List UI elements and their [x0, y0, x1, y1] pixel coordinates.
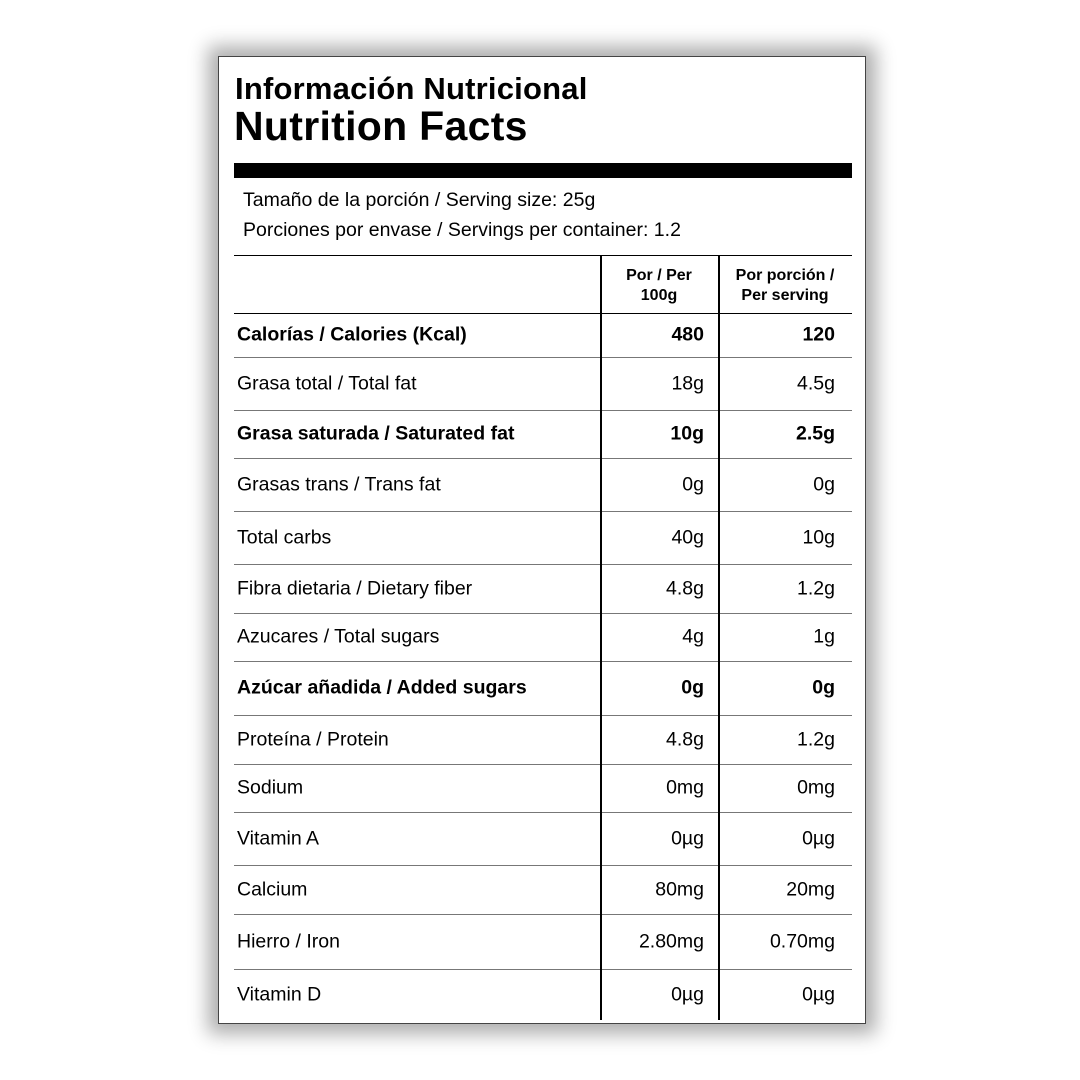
value-per-serving: 0g [812, 676, 835, 699]
nutrient-table [234, 255, 852, 1020]
column-header-per-serving-line1: Por porción / [735, 267, 835, 284]
title-english: Nutrition Facts [234, 103, 528, 149]
value-per-100g: 2.80mg [638, 930, 704, 952]
value-per-100g: 40g [671, 526, 704, 548]
table-row [234, 511, 852, 565]
nutrient-name: Calorías / Calories (Kcal) [237, 323, 467, 346]
value-per-100g: 0g [681, 676, 704, 699]
column-header-per-100g [600, 266, 718, 306]
nutrient-name: Azúcar añadida / Added sugars [237, 676, 527, 699]
nutrient-name: Hierro / Iron [237, 930, 340, 952]
nutrient-name: Sodium [237, 776, 304, 799]
table-row [234, 865, 852, 915]
table-row [234, 564, 852, 614]
value-per-serving: 1g [813, 625, 835, 648]
value-per-100g: 18g [671, 372, 704, 394]
nutrition-label [218, 56, 866, 1024]
servings-per-container: Porciones por envase / Servings per container: 1.2 [243, 219, 681, 241]
table-row [234, 764, 852, 813]
nutrient-name: Vitamin D [237, 983, 322, 1005]
value-per-serving: 1.2g [797, 577, 835, 599]
value-per-serving: 10g [802, 526, 835, 548]
value-per-serving: 0g [813, 473, 835, 495]
value-per-100g: 480 [671, 323, 704, 346]
value-per-serving: 0µg [802, 827, 835, 849]
table-row [234, 812, 852, 866]
nutrient-name: Grasa total / Total fat [237, 372, 417, 394]
table-row [234, 357, 852, 411]
nutrient-name: Fibra dietaria / Dietary fiber [237, 577, 473, 599]
value-per-100g: 80mg [655, 878, 704, 900]
value-per-serving: 2.5g [795, 422, 835, 445]
column-header-per-serving [718, 266, 852, 306]
table-row [234, 313, 852, 358]
column-header-per-100g-line2: 100g [640, 287, 678, 304]
table-row [234, 458, 852, 512]
value-per-100g: 4.8g [666, 728, 704, 750]
value-per-serving: 0µg [802, 983, 835, 1005]
value-per-100g: 0µg [671, 827, 704, 849]
value-per-100g: 0mg [666, 776, 704, 799]
value-per-100g: 4g [682, 625, 704, 648]
nutrient-name: Grasas trans / Trans fat [237, 473, 441, 495]
table-row [234, 914, 852, 970]
nutrient-name: Total carbs [237, 526, 332, 548]
value-per-serving: 4.5g [797, 372, 835, 394]
title-divider [234, 163, 852, 178]
value-per-serving: 20mg [786, 878, 835, 900]
table-row [234, 613, 852, 662]
table-header [234, 256, 852, 314]
column-divider-1 [600, 256, 602, 1020]
table-row [234, 661, 852, 716]
table-row [234, 969, 852, 1020]
value-per-100g: 0g [682, 473, 704, 495]
title-spanish: Información Nutricional [235, 71, 588, 106]
table-row [234, 715, 852, 765]
nutrient-name: Vitamin A [237, 827, 320, 849]
table-row [234, 410, 852, 459]
column-header-per-100g-line1: Por / Per [626, 267, 692, 284]
nutrient-name: Grasa saturada / Saturated fat [237, 422, 515, 445]
value-per-serving: 1.2g [797, 728, 835, 750]
value-per-serving: 0.70mg [769, 930, 835, 952]
column-divider-2 [718, 256, 720, 1020]
value-per-serving: 120 [802, 323, 835, 346]
nutrient-name: Calcium [237, 878, 308, 900]
value-per-100g: 4.8g [666, 577, 704, 599]
nutrient-name: Azucares / Total sugars [237, 625, 440, 648]
nutrient-name: Proteína / Protein [237, 728, 389, 750]
column-header-per-serving-line2: Per serving [741, 287, 829, 304]
value-per-serving: 0mg [797, 776, 835, 799]
value-per-100g: 10g [670, 422, 704, 445]
serving-size: Tamaño de la porción / Serving size: 25g [243, 189, 596, 211]
value-per-100g: 0µg [671, 983, 704, 1005]
